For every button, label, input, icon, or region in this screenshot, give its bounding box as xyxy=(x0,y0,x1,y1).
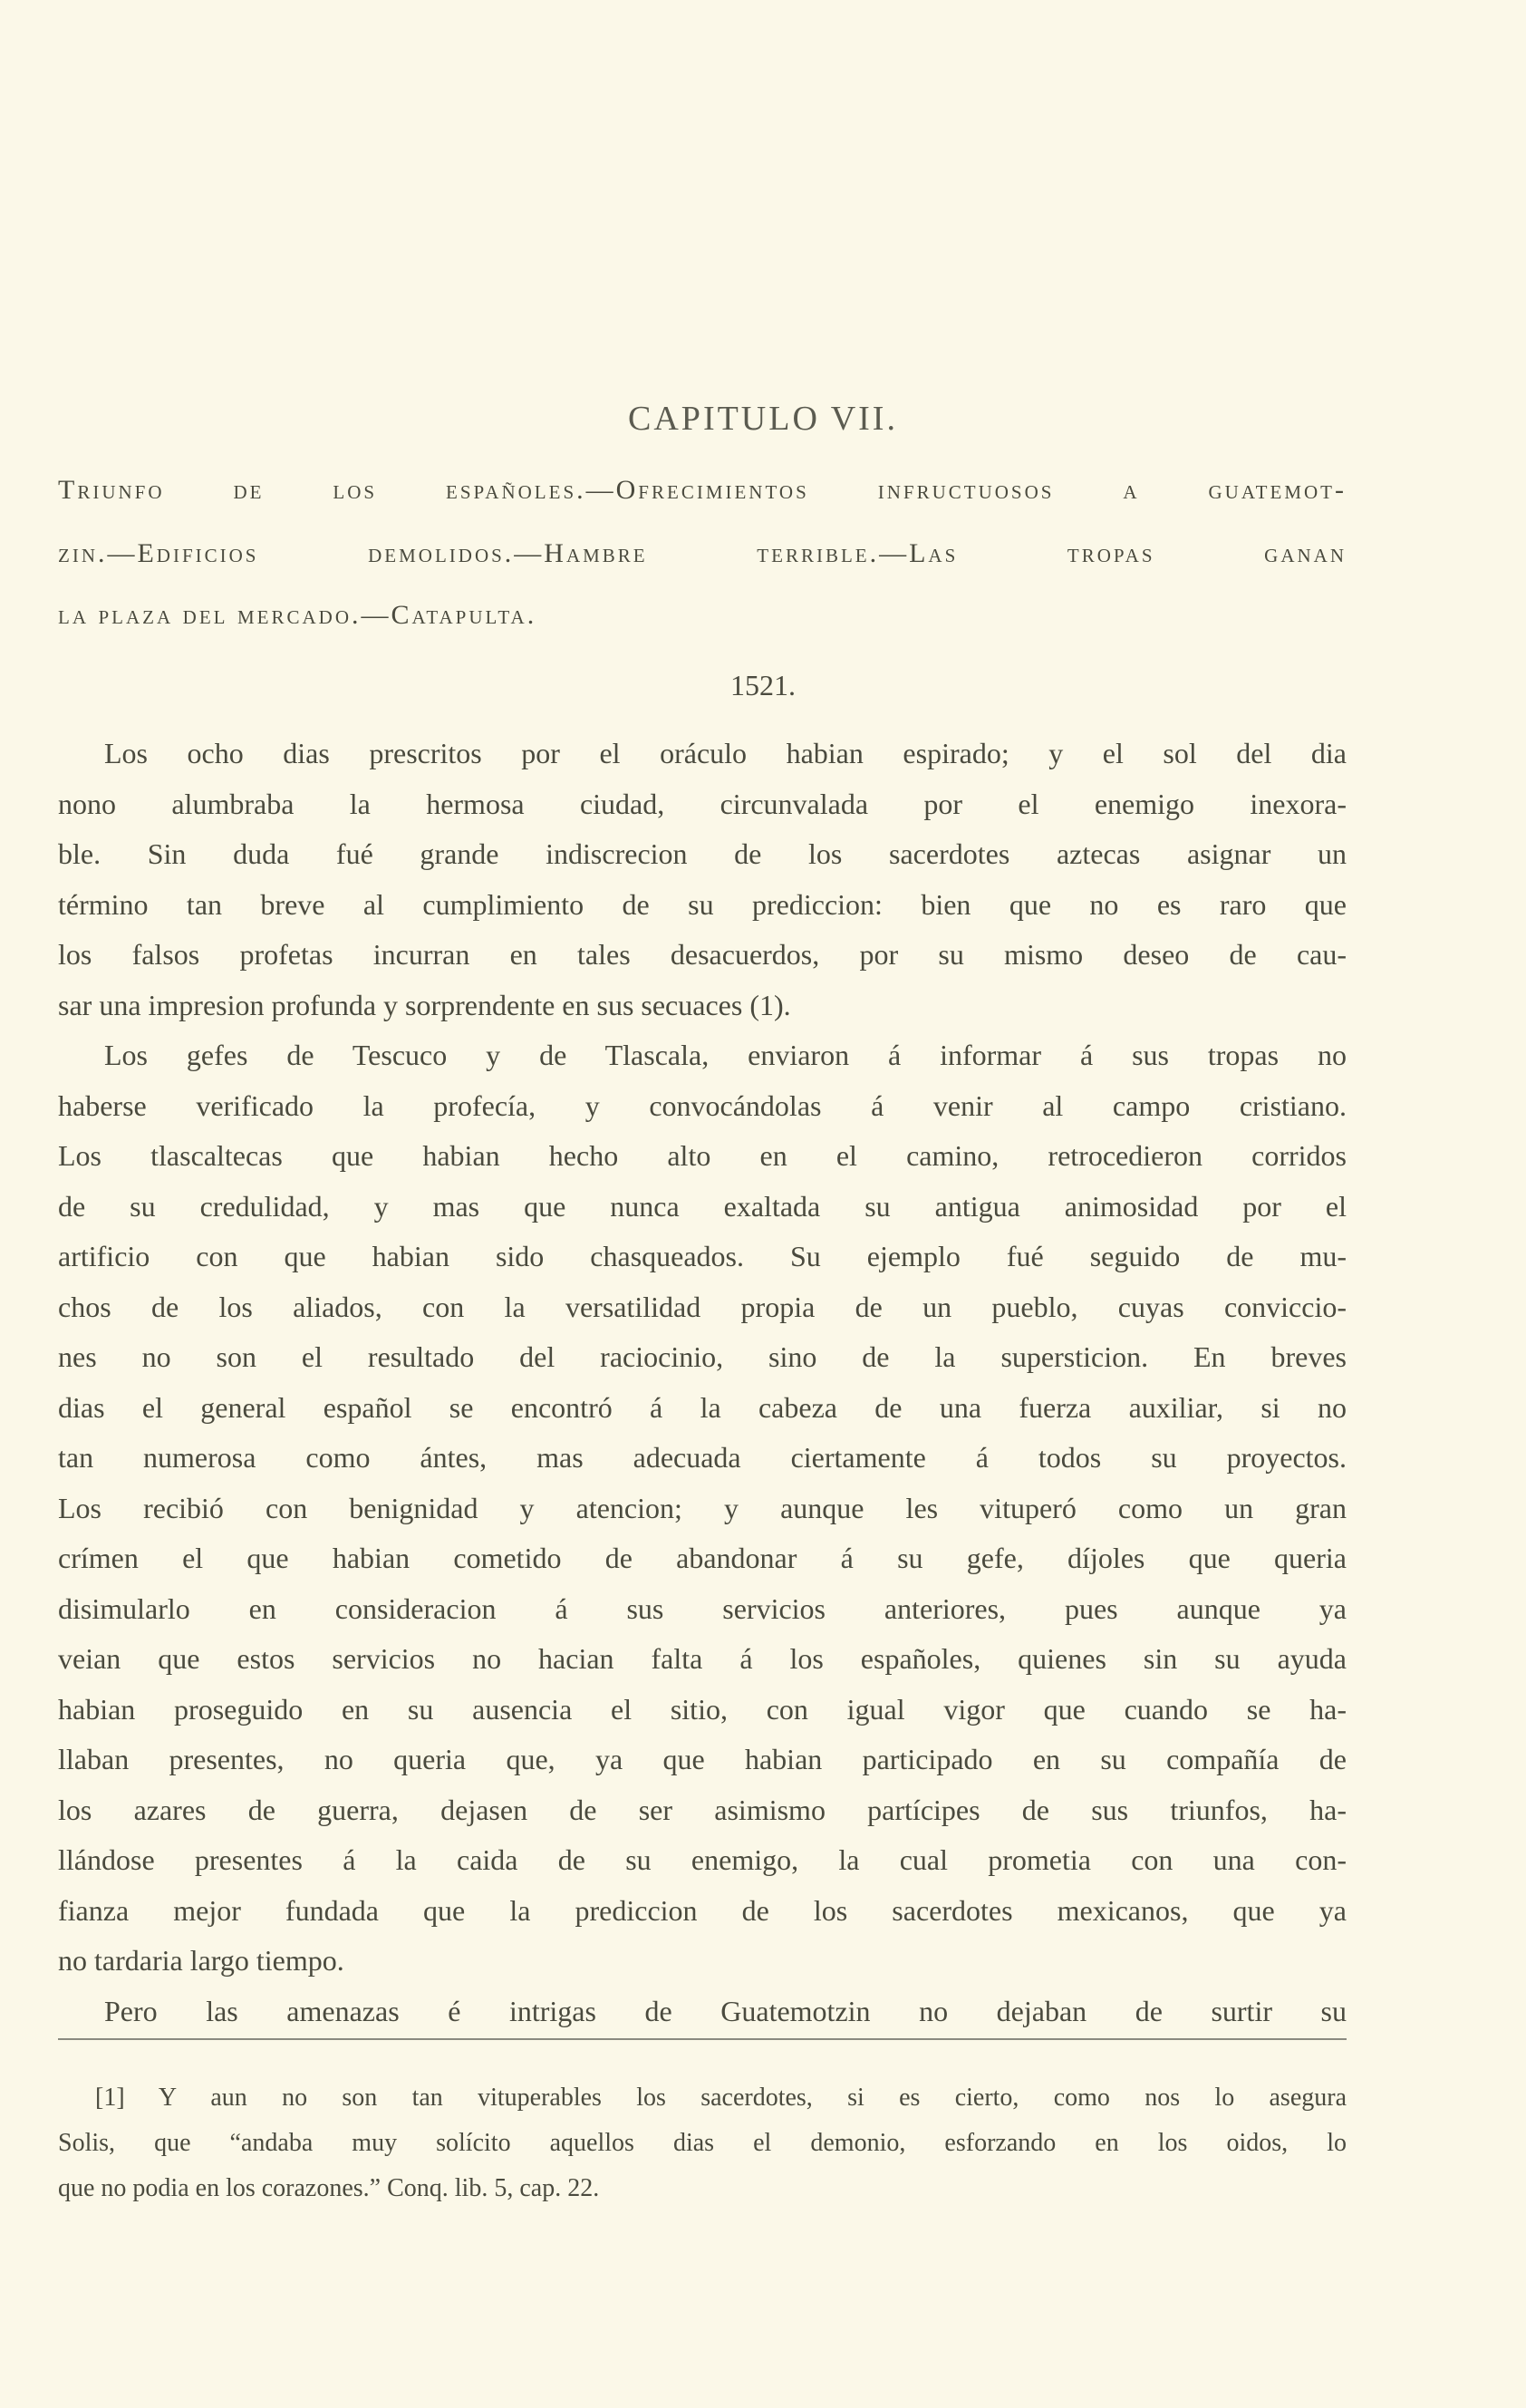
text-line: crímen el que habian cometido de abandonar á su gefe, díjoles que queria xyxy=(58,1542,1347,1574)
footnote-line: [1] Y aun no son tan vituperables los sacerdotes, si es cierto, como nos lo asegura xyxy=(95,2084,1347,2112)
chapter-summary-line: zin.—Edificios demolidos.—Hambre terrible.—Las tropas ganan xyxy=(58,538,1347,568)
footnote xyxy=(58,2075,1347,2211)
footnote-divider xyxy=(58,2038,1347,2040)
text-line: chos de los aliados, con la versatilidad propia de un pueblo, cuyas conviccio- xyxy=(58,1290,1347,1323)
text-line: Los gefes de Tescuco y de Tlascala, enviaron á informar á sus tropas no xyxy=(104,1039,1347,1071)
text-line: habian proseguido en su ausencia el sitio, con igual vigor que cuando se ha- xyxy=(58,1692,1347,1726)
text-line: dias el general español se encontró á la cabeza de una fuerza auxiliar, si no xyxy=(58,1390,1347,1424)
text-line: llándose presentes á la caida de su enemigo, la cual prometia con una con- xyxy=(58,1843,1347,1876)
text-line: Los recibió con benignidad y atencion; y aunque les vituperó como un gran xyxy=(58,1491,1347,1524)
chapter-title: CAPITULO VII. xyxy=(628,400,898,438)
text-line: Los ocho dias prescritos por el oráculo habian espirado; y el sol del dia xyxy=(104,737,1347,769)
footnote-line: que no podia en los corazones.” Conq. lib. 5, cap. 22. xyxy=(58,2174,600,2202)
text-line: sar una impresion profunda y sorprendente en sus secuaces (1). xyxy=(58,988,791,1021)
footnote-line: Solis, que “andaba muy solícito aquellos dias el demonio, esforzando en los oidos, lo xyxy=(58,2129,1347,2157)
text-line: Pero las amenazas é intrigas de Guatemotzin no dejaban de surtir su xyxy=(104,1994,1347,2027)
text-line: disimularlo en consideracion á sus servicios anteriores, pues aunque ya xyxy=(58,1591,1347,1625)
text-line: fianza mejor fundada que la prediccion de los sacerdotes mexicanos, que ya xyxy=(58,1893,1347,1927)
text-line: haberse verificado la profecía, y convocándolas á venir al campo cristiano. xyxy=(58,1088,1347,1122)
text-line: nono alumbraba la hermosa ciudad, circunvalada por el enemigo inexora- xyxy=(58,787,1347,820)
chapter-summary-line: la plaza del mercado.—Catapulta. xyxy=(58,600,537,630)
text-line: de su credulidad, y mas que nunca exaltada su antigua animosidad por el xyxy=(58,1189,1347,1223)
year-heading: 1521. xyxy=(730,669,796,701)
text-line: artificio con que habian sido chasqueados. Su ejemplo fué seguido de mu- xyxy=(58,1240,1347,1272)
text-line: no tardaria largo tiempo. xyxy=(58,1944,344,1977)
body-text xyxy=(58,729,1347,2036)
text-line: llaban presentes, no queria que, ya que habian participado en su compañía de xyxy=(58,1743,1347,1775)
chapter-summary-line: Triunfo de los españoles.—Ofrecimientos infructuosos a guatemot- xyxy=(58,475,1347,505)
text-line: tan numerosa como ántes, mas adecuada ciertamente á todos su proyectos. xyxy=(58,1441,1347,1474)
text-line: ble. Sin duda fué grande indiscrecion de los sacerdotes aztecas asignar un xyxy=(58,837,1347,870)
text-line: veian que estos servicios no hacian falta á los españoles, quienes sin su ayuda xyxy=(58,1642,1347,1675)
text-line: término tan breve al cumplimiento de su prediccion: bien que no es raro que xyxy=(58,887,1347,921)
text-line: nes no son el resultado del raciocinio, sino de la supersticion. En breves xyxy=(58,1340,1347,1373)
text-line: Los tlascaltecas que habian hecho alto en el camino, retrocedieron corridos xyxy=(58,1139,1347,1172)
text-line: los falsos profetas incurran en tales desacuerdos, por su mismo deseo de cau- xyxy=(58,938,1347,971)
text-line: los azares de guerra, dejasen de ser asimismo partícipes de sus triunfos, ha- xyxy=(58,1793,1347,1826)
